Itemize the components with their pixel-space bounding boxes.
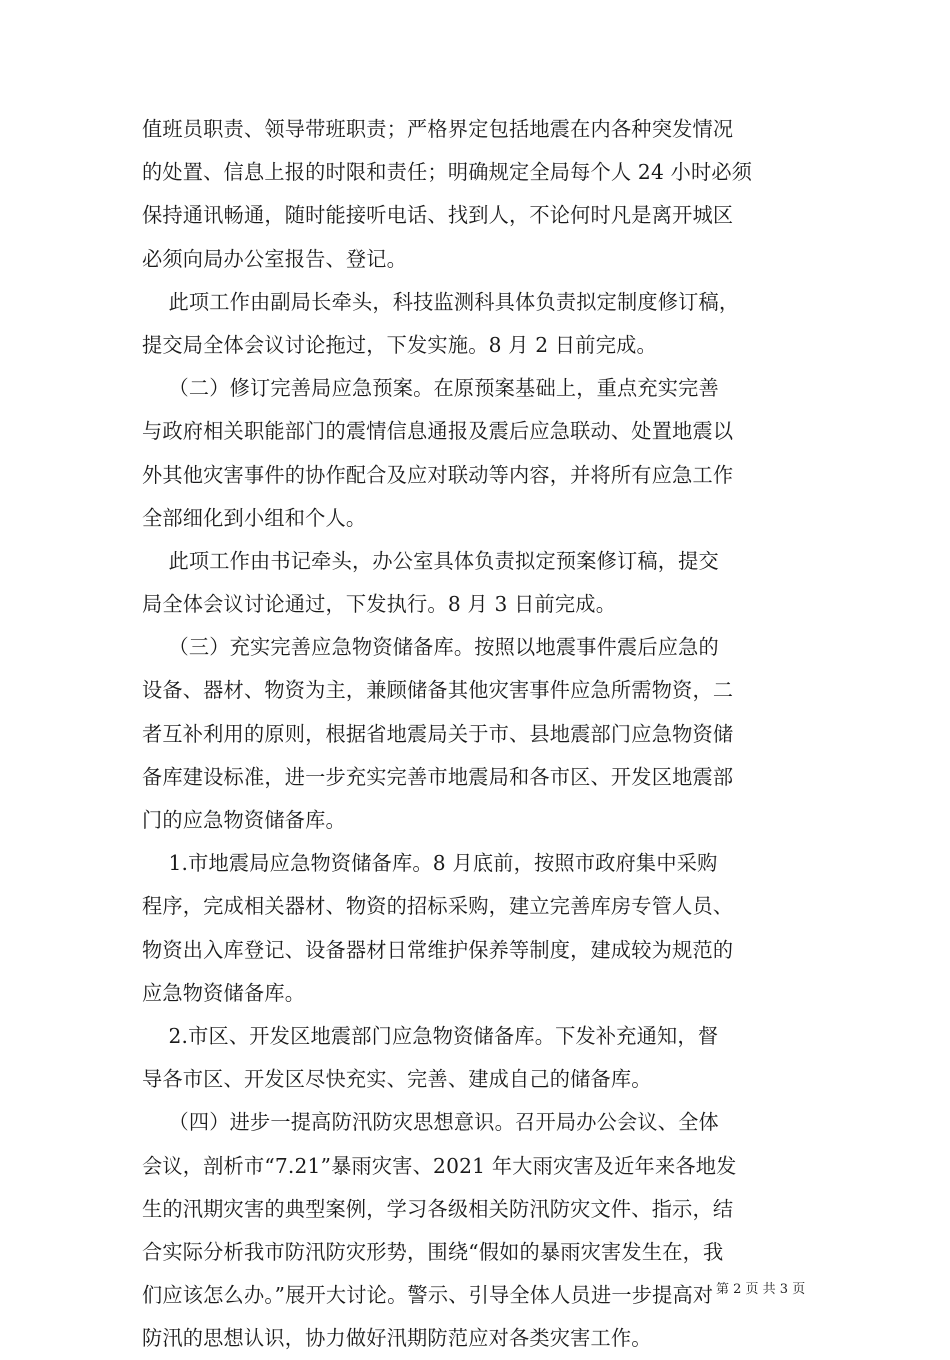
text-line: 保持通讯畅通，随时能接听电话、找到人，不论何时凡是离开城区 bbox=[142, 203, 734, 228]
text-line: 与政府相关职能部门的震情信息通报及震后应急联动、处置地震以 bbox=[142, 419, 734, 444]
text-line: 2.市区、开发区地震部门应急物资储备库。下发补充通知，督 bbox=[142, 1023, 719, 1048]
text-line: 此项工作由副局长牵头，科技监测科具体负责拟定制度修订稿， bbox=[142, 289, 740, 314]
text-line: 外其他灾害事件的协作配合及应对联动等内容，并将所有应急工作 bbox=[142, 462, 734, 487]
text-line: （四）进步一提高防汛防灾思想意识。召开局办公会议、全体 bbox=[142, 1110, 719, 1135]
text-line: 防汛的思想认识，协力做好汛期防范应对各类灾害工作。 bbox=[142, 1326, 652, 1351]
text-line: 局全体会议讨论通过，下发执行。8 月 3 日前完成。 bbox=[142, 592, 617, 617]
text-line: 物资出入库登记、设备器材日常维护保养等制度，建成较为规范的 bbox=[142, 937, 734, 962]
text-line: 设备、器材、物资为主，兼顾储备其他灾害事件应急所需物资，二 bbox=[142, 678, 734, 703]
text-line: 合实际分析我市防汛防灾形势，围绕“假如的暴雨灾害发生在，我 bbox=[142, 1239, 724, 1264]
text-line: 程序，完成相关器材、物资的招标采购，建立完善库房专管人员、 bbox=[142, 894, 734, 919]
text-line: 1.市地震局应急物资储备库。8 月底前，按照市政府集中采购 bbox=[142, 851, 718, 876]
page-number-footer: 第 2 页 共 3 页 bbox=[716, 1282, 806, 1297]
text-line: 门的应急物资储备库。 bbox=[142, 808, 346, 832]
text-line: 必须向局办公室报告、登记。 bbox=[142, 246, 408, 271]
text-line: 们应该怎么办。”展开大讨论。警示、引导全体人员进一步提高对 bbox=[142, 1283, 714, 1308]
text-line: 应急物资储备库。 bbox=[142, 980, 306, 1005]
document-body bbox=[142, 108, 810, 1360]
text-line: 的处置、信息上报的时限和责任；明确规定全局每个人 24 小时必须 bbox=[142, 160, 753, 185]
text-line: 提交局全体会议讨论拖过，下发实施。8 月 2 日前完成。 bbox=[142, 332, 657, 357]
text-line: （三）充实完善应急物资储备库。按照以地震事件震后应急的 bbox=[142, 635, 719, 660]
text-line: 全部细化到小组和个人。 bbox=[142, 505, 367, 530]
text-line: （二）修订完善局应急预案。在原预案基础上，重点充实完善 bbox=[142, 376, 719, 401]
text-line: 值班员职责、领导带班职责；严格界定包括地震在内各种突发情况 bbox=[142, 117, 734, 141]
text-line: 生的汛期灾害的典型案例，学习各级相关防汛防灾文件、指示，结 bbox=[142, 1196, 734, 1221]
text-line: 导各市区、开发区尽快充实、完善、建成自己的储备库。 bbox=[142, 1067, 652, 1092]
text-line: 此项工作由书记牵头，办公室具体负责拟定预案修订稿，提交 bbox=[142, 548, 719, 573]
text-line: 者互补利用的原则，根据省地震局关于市、县地震部门应急物资储 bbox=[142, 721, 734, 746]
text-line: 备库建设标准，进一步充实完善市地震局和各市区、开发区地震部 bbox=[142, 764, 734, 789]
text-line: 会议，剖析市“7.21”暴雨灾害、2021 年大雨灾害及近年来各地发 bbox=[142, 1153, 737, 1178]
